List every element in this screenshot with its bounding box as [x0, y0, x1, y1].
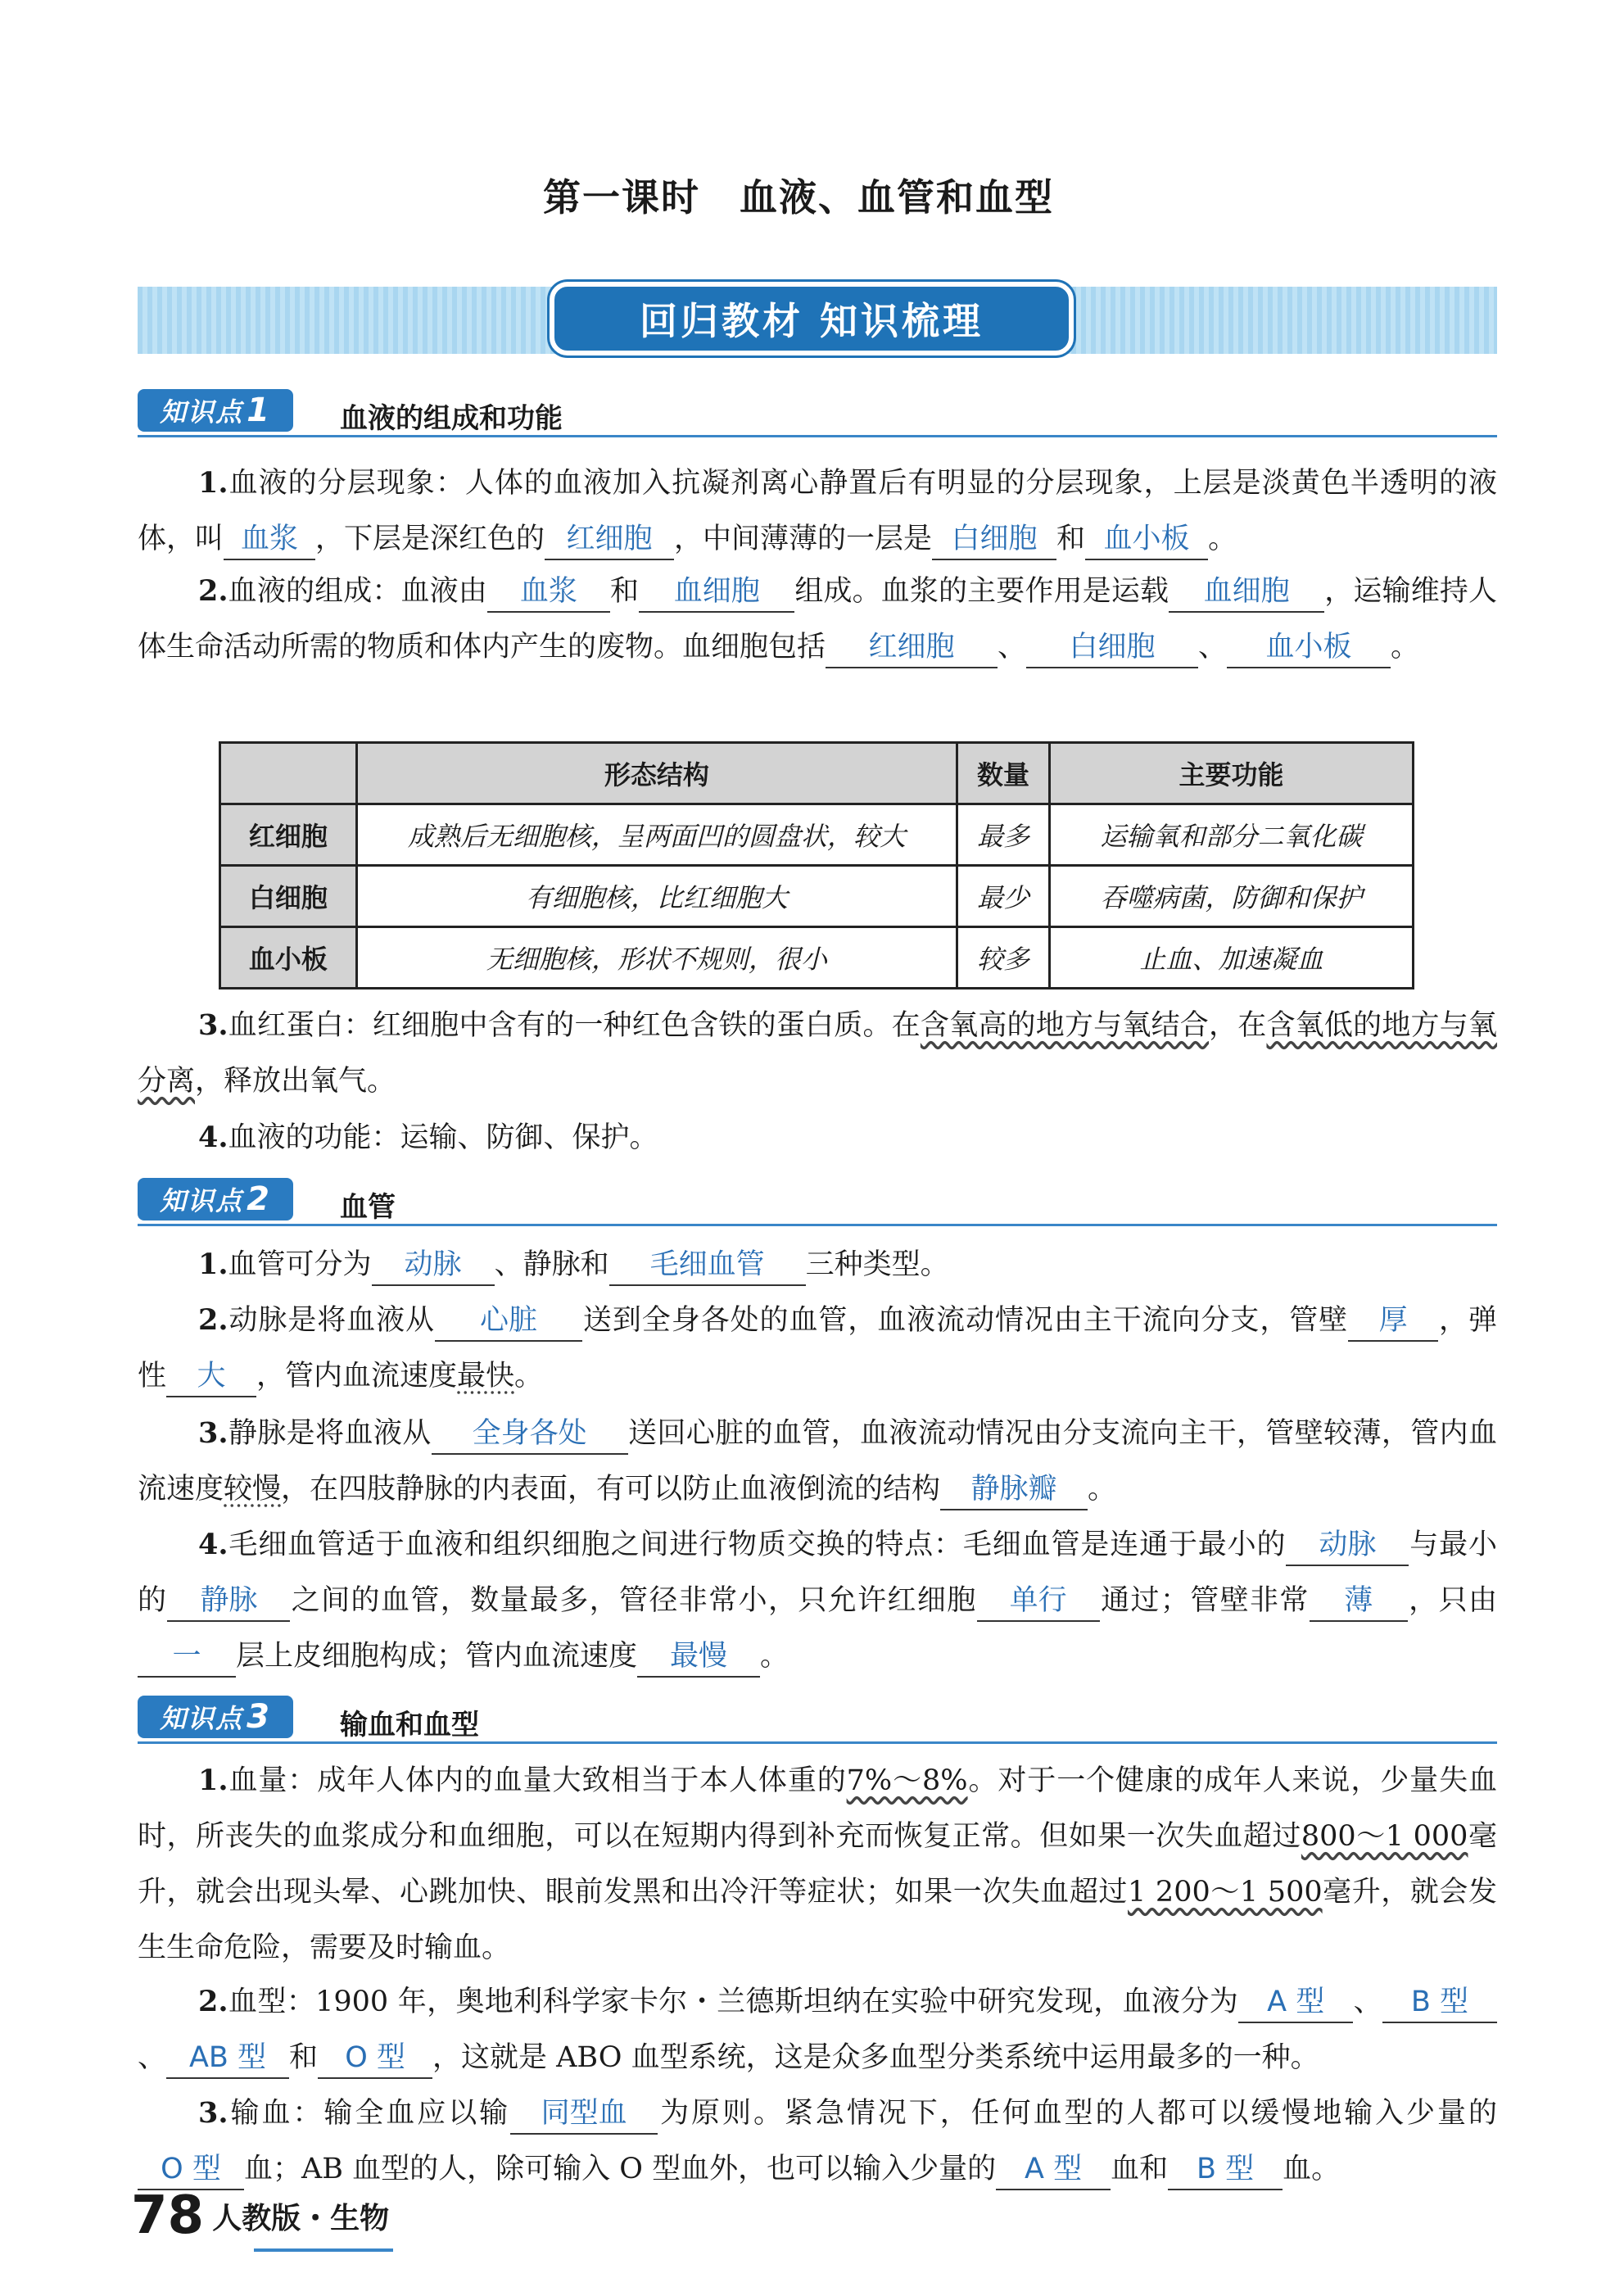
table-row-header: 红细胞 — [220, 804, 357, 866]
kp3-paragraph-3: 3.输血：输全血应以输 同型血 为原则。紧急情况下，任何血型的人都可以缓慢地输入少量的O 型 血；AB 血型的人，除可输入 O 型血外，也可以输入少量的 A 型 血和 B 型 血。 — [138, 2085, 1497, 2197]
table-cell: 吞噬病菌，防御和保护 — [1049, 866, 1413, 927]
kp1-paragraph-2: 2.血液的组成：血液由 血浆 和 血细胞 组成。血浆的主要作用是运载 血细胞 ，运输维持人体生命活动所需的物质和体内产生的废物。血细胞包括 红细胞 、 白细胞 、 血小板 。 — [138, 564, 1497, 675]
answer-blank: B 型 — [1382, 1982, 1497, 2023]
answer-blank: 最慢 — [637, 1637, 760, 1678]
table-header-row — [220, 743, 1414, 804]
kp1-paragraph-3: 3.血红蛋白：红细胞中含有的一种红色含铁的蛋白质。在含氧高的地方与氧结合，在含氧低的地方与氧分离，释放出氧气。 — [138, 1008, 1497, 1098]
knowledge-point-3-header — [138, 1696, 1497, 1744]
answer-blank: 动脉 — [1286, 1525, 1409, 1566]
answer-blank: 血细胞 — [639, 572, 794, 613]
table-row — [220, 804, 1414, 866]
answer-blank: 血细胞 — [1169, 572, 1324, 613]
answer-blank: 同型血 — [510, 2094, 658, 2135]
knowledge-point-title: 血管 — [340, 1191, 396, 1224]
answer-blank: 厚 — [1348, 1301, 1438, 1342]
page-footer — [131, 2185, 389, 2246]
knowledge-point-title: 血液的组成和功能 — [340, 402, 563, 435]
answer-blank: 一 — [138, 1637, 236, 1678]
answer-blank: B 型 — [1168, 2149, 1283, 2190]
table-cell: 无细胞核，形状不规则，很小 — [356, 927, 957, 989]
blood-cell-table — [219, 741, 1414, 989]
table-header-cell — [220, 743, 357, 804]
answer-blank: O 型 — [138, 2149, 244, 2190]
answer-blank: 静脉瓣 — [940, 1470, 1088, 1510]
answer-blank: 白细胞 — [1026, 627, 1198, 668]
kp2-paragraph-4: 4.毛细血管适于血液和组织细胞之间进行物质交换的特点：毛细血管是连通于最小的 动脉 与最小的 静脉 之间的血管，数量最多，管径非常小，只允许红细胞 单行 通过；管壁非常 薄 ，只由一 层上皮细胞构成；管内血流速度 最慢 。 — [138, 1517, 1497, 1684]
knowledge-point-badge: 知识点 1 — [138, 389, 293, 432]
knowledge-point-1-header — [138, 389, 1497, 437]
table-row-header: 血小板 — [220, 927, 357, 989]
answer-blank: 血小板 — [1085, 519, 1208, 560]
kp2-paragraph-2: 2.动脉是将血液从 心脏 送到全身各处的血管，血液流动情况由主干流向分支，管壁 厚 ，弹性 大 ，管内血流速度最快。 — [138, 1293, 1497, 1404]
answer-blank: 血浆 — [224, 519, 315, 560]
table-cell: 运输氧和部分二氧化碳 — [1049, 804, 1413, 866]
answer-blank: 全身各处 — [432, 1414, 628, 1455]
knowledge-point-badge: 知识点 3 — [138, 1696, 293, 1738]
answer-blank: 动脉 — [372, 1245, 495, 1286]
table-cell: 最多 — [957, 804, 1050, 866]
kp3-paragraph-2: 2.血型：1900 年，奥地利科学家卡尔・兰德斯坦纳在实验中研究发现，血液分为 A 型 、 B 型、 AB 型 和 O 型 ，这就是 ABO 血型系统，这是众多血型分类系统中运用最多的一种。 — [138, 1974, 1497, 2085]
footer-underline — [254, 2248, 393, 2252]
answer-blank: AB 型 — [166, 2038, 289, 2079]
answer-blank: 毛细血管 — [609, 1245, 806, 1286]
answer-blank: A 型 — [1238, 1982, 1353, 2023]
answer-blank: A 型 — [996, 2149, 1111, 2190]
banner-title: 回归教材 知识梳理 — [550, 282, 1074, 355]
knowledge-point-badge: 知识点 2 — [138, 1178, 293, 1220]
kp1-paragraph-4: 4.血液的功能：运输、防御、保护。 — [198, 1121, 658, 1154]
edition-label: 人教版・生物 — [212, 2201, 390, 2235]
table-cell: 有细胞核，比红细胞大 — [356, 866, 957, 927]
table-row — [220, 866, 1414, 927]
answer-blank: 红细胞 — [826, 627, 998, 668]
answer-blank: 单行 — [977, 1581, 1100, 1622]
table-cell: 成熟后无细胞核，呈两面凹的圆盘状，较大 — [356, 804, 957, 866]
table-header-cell: 数量 — [957, 743, 1050, 804]
kp1-paragraph-1: 1.血液的分层现象：人体的血液加入抗凝剂离心静置后有明显的分层现象，上层是淡黄色半透明的液体，叫 血浆 ，下层是深红色的 红细胞 ，中间薄薄的一层是 白细胞 和 血小板 。 — [138, 455, 1497, 567]
answer-blank: 血小板 — [1227, 627, 1391, 668]
page-number: 78 — [131, 2185, 205, 2246]
answer-blank: 血浆 — [487, 572, 610, 613]
table-header-cell: 主要功能 — [1049, 743, 1413, 804]
table-row — [220, 927, 1414, 989]
table-cell: 较多 — [957, 927, 1050, 989]
kp2-paragraph-1: 1.血管可分为 动脉 、静脉和 毛细血管 三种类型。 — [138, 1237, 1497, 1293]
knowledge-point-2-header — [138, 1178, 1497, 1226]
section-banner — [138, 287, 1497, 354]
lesson-title: 第一课时 血液、血管和血型 — [543, 175, 1054, 220]
answer-blank: 红细胞 — [545, 519, 674, 560]
knowledge-point-title: 输血和血型 — [340, 1709, 479, 1741]
answer-blank: O 型 — [318, 2038, 432, 2079]
kp3-paragraph-1: 1.血量：成年人体内的血量大致相当于本人体重的7%～8%。对于一个健康的成年人来说，少量失血时，所丧失的血浆成分和血细胞，可以在短期内得到补充而恢复正常。但如果一次失血超过800～1 000毫升，就会出现头晕、心跳加快、眼前发黑和出冷汗等症状；如果一次失血超过1 200～1 500毫升，就会发生生命危险，需要及时输血。 — [138, 1764, 1497, 1964]
kp2-paragraph-3: 3.静脉是将血液从 全身各处 送回心脏的血管，血液流动情况由分支流向主干，管壁较薄，管内血流速度较慢，在四肢静脉的内表面，有可以防止血液倒流的结构 静脉瓣 。 — [138, 1406, 1497, 1517]
answer-blank: 大 — [166, 1356, 256, 1397]
answer-blank: 白细胞 — [932, 519, 1056, 560]
table-header-cell: 形态结构 — [356, 743, 957, 804]
table-cell: 最少 — [957, 866, 1050, 927]
answer-blank: 静脉 — [167, 1581, 290, 1622]
answer-blank: 薄 — [1310, 1581, 1408, 1622]
table-row-header: 白细胞 — [220, 866, 357, 927]
table-cell: 止血、加速凝血 — [1049, 927, 1413, 989]
answer-blank: 心脏 — [435, 1301, 582, 1342]
